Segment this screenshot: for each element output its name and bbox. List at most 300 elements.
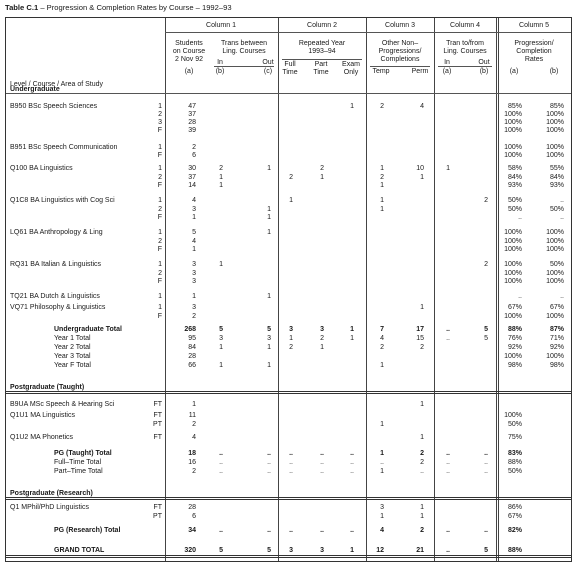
cell-full: 2 xyxy=(289,344,293,351)
table-row xyxy=(6,278,571,286)
cell-perm: 10 xyxy=(416,165,424,172)
row-label: LQ61 BA Anthropology & Ling xyxy=(10,229,103,236)
cell-r-a: 93% xyxy=(507,182,522,189)
cell-part: 1 xyxy=(320,174,324,181)
row-label: Postgraduate (Taught) xyxy=(10,384,85,391)
rates-line2: Completion xyxy=(516,48,552,55)
progression-table xyxy=(5,17,572,562)
cell-part: 2 xyxy=(320,165,324,172)
cell-students: 1 xyxy=(192,246,196,253)
cell-students: 37 xyxy=(188,111,196,118)
cell-t-out: 5 xyxy=(484,335,488,342)
cell-temp: 1 xyxy=(380,165,384,172)
cell-t-in: .. xyxy=(446,468,450,475)
cell-students: 28 xyxy=(188,119,196,126)
cell-perm: 1 xyxy=(420,513,424,520)
cell-yr: 3 xyxy=(158,119,162,126)
cell-r-a: 67% xyxy=(507,304,522,311)
table-caption: – Progression & Completion Rates by Course – 1992–93 xyxy=(40,3,232,12)
cell-exam: 1 xyxy=(350,326,354,333)
level-header: Level / Course / Area of Study xyxy=(10,81,103,88)
row-label: Q1 MPhil/PhD Linguistics xyxy=(10,504,89,511)
table-row xyxy=(6,229,571,237)
table-row xyxy=(6,152,571,160)
table-row xyxy=(6,344,571,352)
cell-out: 1 xyxy=(267,344,271,351)
cell-students: 5 xyxy=(192,229,196,236)
cell-full: .. xyxy=(289,468,293,475)
cell-students: 2 xyxy=(192,144,196,151)
cell-yr: 1 xyxy=(158,261,162,268)
col1-heading: Column 1 xyxy=(206,22,236,29)
cell-r-a: 100% xyxy=(504,313,522,320)
part-line2: Time xyxy=(313,69,329,76)
exam-line1: Exam xyxy=(342,61,360,68)
trans-b: (b) xyxy=(215,68,225,75)
trans-c: (c) xyxy=(263,68,273,75)
rates-line1: Progression/ xyxy=(514,40,554,47)
cell-in: 5 xyxy=(219,326,223,333)
repeat-line2: 1993–94 xyxy=(308,48,336,55)
rates-line3: Rates xyxy=(524,56,544,63)
table-row xyxy=(6,238,571,246)
table-row xyxy=(6,197,571,205)
row-label: Q1U2 MA Phonetics xyxy=(10,434,74,441)
cell-students: 11 xyxy=(188,412,196,419)
row-label: Year F Total xyxy=(54,362,91,369)
cell-r-a: 82% xyxy=(507,527,522,534)
cell-temp: 1 xyxy=(380,206,384,213)
cell-students: 18 xyxy=(188,450,196,457)
cell-part: 3 xyxy=(320,326,324,333)
cell-temp: 1 xyxy=(380,182,384,189)
cell-r-b: 67% xyxy=(549,304,564,311)
cell-yr: 2 xyxy=(158,238,162,245)
cell-r-b: 100% xyxy=(546,152,564,159)
row-label: Postgraduate (Research) xyxy=(10,490,93,497)
cell-yr: 1 xyxy=(158,165,162,172)
cell-full: 3 xyxy=(289,326,293,333)
cell-out: 1 xyxy=(267,229,271,236)
cell-temp: 1 xyxy=(380,513,384,520)
cell-yr: PT xyxy=(153,513,162,520)
cell-students: 39 xyxy=(188,127,196,134)
row-label: Year 3 Total xyxy=(54,353,91,360)
cell-yr: F xyxy=(157,127,162,134)
cell-r-b: 100% xyxy=(546,246,564,253)
cell-r-b: .. xyxy=(560,293,564,300)
cell-yr: FT xyxy=(153,434,162,441)
cell-perm: 1 xyxy=(420,304,424,311)
table-label: Table C.1 xyxy=(5,3,39,12)
cell-r-b: 85% xyxy=(549,103,564,110)
table-row xyxy=(6,468,571,476)
cell-r-a: 85% xyxy=(507,103,522,110)
cell-full: .. xyxy=(289,527,293,534)
cell-temp: .. xyxy=(380,459,384,466)
cell-full: 3 xyxy=(289,547,293,554)
cell-r-a: 100% xyxy=(504,270,522,277)
tran-line2: Ling. Courses xyxy=(443,48,487,55)
cell-t-in: .. xyxy=(446,450,450,457)
cell-full: .. xyxy=(289,450,293,457)
col4-rule xyxy=(434,18,435,561)
cell-students: 1 xyxy=(192,293,196,300)
cell-temp: 1 xyxy=(380,197,384,204)
cell-r-a: 83% xyxy=(507,450,522,457)
row-label: B951 BSc Speech Communication xyxy=(10,144,118,151)
row-label: PG (Taught) Total xyxy=(54,450,112,457)
trans-line1: Trans between xyxy=(220,40,268,47)
table-row xyxy=(6,412,571,420)
col1-rule xyxy=(165,18,166,561)
table-row xyxy=(6,261,571,269)
cell-students: 1 xyxy=(192,401,196,408)
cell-yr: 1 xyxy=(158,144,162,151)
cell-r-b: 100% xyxy=(546,238,564,245)
cell-yr: PT xyxy=(153,421,162,428)
cell-in: .. xyxy=(219,459,223,466)
cell-r-b: 100% xyxy=(546,144,564,151)
cell-temp: 12 xyxy=(376,547,384,554)
cell-full: 1 xyxy=(289,335,293,342)
cell-perm: 2 xyxy=(420,450,424,457)
cell-out: .. xyxy=(267,527,271,534)
repeat-line1: Repeated Year xyxy=(298,40,346,47)
cell-yr: 1 xyxy=(158,304,162,311)
table-row xyxy=(6,214,571,222)
cell-students: 28 xyxy=(188,353,196,360)
table-row xyxy=(6,504,571,512)
col3-rule xyxy=(366,18,367,561)
cell-r-a: .. xyxy=(518,214,522,221)
cell-students: 66 xyxy=(188,362,196,369)
cell-out: 1 xyxy=(267,206,271,213)
cell-perm: 2 xyxy=(420,527,424,534)
cell-in: 1 xyxy=(219,174,223,181)
cell-in: 1 xyxy=(219,344,223,351)
cell-students: 28 xyxy=(188,504,196,511)
cell-r-a: 100% xyxy=(504,144,522,151)
table-row xyxy=(6,450,571,458)
cell-in: .. xyxy=(219,527,223,534)
cell-r-a: 88% xyxy=(507,326,522,333)
cell-students: 268 xyxy=(184,326,196,333)
cell-r-a: 58% xyxy=(507,165,522,172)
grand-total-rule xyxy=(6,555,571,558)
cell-r-b: 98% xyxy=(549,362,564,369)
row-label: GRAND TOTAL xyxy=(54,547,105,554)
cell-out: 5 xyxy=(267,326,271,333)
cell-r-a: 100% xyxy=(504,152,522,159)
cell-part: .. xyxy=(320,468,324,475)
cell-students: 37 xyxy=(188,174,196,181)
repeat-underline xyxy=(282,59,362,60)
cell-yr: 2 xyxy=(158,111,162,118)
cell-r-a: 100% xyxy=(504,278,522,285)
cell-perm: 15 xyxy=(416,335,424,342)
col3-heading: Column 3 xyxy=(385,22,415,29)
cell-perm: 2 xyxy=(420,344,424,351)
row-label: Q100 BA Linguistics xyxy=(10,165,73,172)
students-line1: Students xyxy=(175,40,203,47)
cell-yr: 1 xyxy=(158,103,162,110)
other-line1: Other Non– xyxy=(381,40,419,47)
cell-perm: 1 xyxy=(420,174,424,181)
students-line2: on Course xyxy=(172,48,206,55)
table-row xyxy=(6,111,571,119)
cell-yr: F xyxy=(157,152,162,159)
cell-t-in: .. xyxy=(446,335,450,342)
cell-r-a: 100% xyxy=(504,353,522,360)
cell-r-a: 98% xyxy=(507,362,522,369)
cell-full: 1 xyxy=(289,197,293,204)
cell-perm: 1 xyxy=(420,401,424,408)
table-row xyxy=(6,206,571,214)
cell-yr: F xyxy=(157,214,162,221)
cell-in: 1 xyxy=(219,182,223,189)
col2-heading: Column 2 xyxy=(307,22,337,29)
cell-students: 2 xyxy=(192,468,196,475)
cell-r-a: 84% xyxy=(507,174,522,181)
cell-yr: 1 xyxy=(158,293,162,300)
cell-students: 2 xyxy=(192,421,196,428)
cell-students: 34 xyxy=(188,527,196,534)
cell-r-b: 92% xyxy=(549,344,564,351)
trans-line2: Ling. Courses xyxy=(222,48,266,55)
cell-t-out: 2 xyxy=(484,261,488,268)
cell-perm: 21 xyxy=(416,547,424,554)
cell-r-a: 75% xyxy=(507,434,522,441)
cell-yr: 1 xyxy=(158,197,162,204)
cell-perm: 17 xyxy=(416,326,424,333)
row-label: Q1C8 BA Linguistics with Cog Sci xyxy=(10,197,115,204)
cell-t-out: 5 xyxy=(484,326,488,333)
cell-temp: 7 xyxy=(380,326,384,333)
perm-header: Perm xyxy=(411,68,429,75)
cell-r-a: 100% xyxy=(504,246,522,253)
cell-t-in: 1 xyxy=(446,165,450,172)
cell-part: .. xyxy=(320,459,324,466)
cell-temp: 4 xyxy=(380,527,384,534)
cell-temp: 1 xyxy=(380,450,384,457)
part-line1: Part xyxy=(314,61,328,68)
cell-yr: F xyxy=(157,182,162,189)
cell-part: .. xyxy=(320,450,324,457)
students-line3: 2 Nov 92 xyxy=(174,56,204,63)
cell-temp: 2 xyxy=(380,344,384,351)
table-row xyxy=(6,401,571,409)
cell-t-out: .. xyxy=(484,450,488,457)
cell-r-b: 87% xyxy=(549,326,564,333)
cell-perm: 1 xyxy=(420,504,424,511)
cell-yr: FT xyxy=(153,401,162,408)
table-row xyxy=(6,304,571,312)
cell-part: 1 xyxy=(320,344,324,351)
cell-in: 1 xyxy=(219,261,223,268)
cell-students: 30 xyxy=(188,165,196,172)
cell-t-out: .. xyxy=(484,468,488,475)
col2-rule xyxy=(278,18,279,561)
rates-b: (b) xyxy=(549,68,559,75)
table-row xyxy=(6,353,571,361)
cell-r-a: 100% xyxy=(504,127,522,134)
cell-students: 6 xyxy=(192,513,196,520)
table-row xyxy=(6,547,571,555)
cell-r-b: 84% xyxy=(549,174,564,181)
table-row xyxy=(6,246,571,254)
cell-r-b: 100% xyxy=(546,278,564,285)
table-row xyxy=(6,174,571,182)
cell-r-b: 93% xyxy=(549,182,564,189)
table-row xyxy=(6,270,571,278)
cell-part: 2 xyxy=(320,335,324,342)
cell-t-out: 5 xyxy=(484,547,488,554)
other-underline xyxy=(370,66,430,67)
row-label: B9UA MSc Speech & Hearing Sci xyxy=(10,401,115,408)
cell-in: 3 xyxy=(219,335,223,342)
cell-yr: F xyxy=(157,246,162,253)
cell-yr: FT xyxy=(153,412,162,419)
header-rule xyxy=(165,32,571,33)
cell-r-a: 86% xyxy=(507,504,522,511)
section-heading-row xyxy=(6,490,571,498)
cell-out: .. xyxy=(267,450,271,457)
cell-r-a: 50% xyxy=(507,468,522,475)
col5-heading: Column 5 xyxy=(519,22,549,29)
cell-t-in: .. xyxy=(446,459,450,466)
cell-students: 4 xyxy=(192,434,196,441)
cell-r-b: 100% xyxy=(546,111,564,118)
cell-students: 3 xyxy=(192,270,196,277)
cell-yr: 2 xyxy=(158,270,162,277)
cell-exam: 1 xyxy=(350,547,354,554)
cell-students: 95 xyxy=(188,335,196,342)
cell-r-b: 100% xyxy=(546,313,564,320)
table-row xyxy=(6,326,571,334)
cell-students: 2 xyxy=(192,313,196,320)
col4-heading: Column 4 xyxy=(450,22,480,29)
row-label: B950 BSc Speech Sciences xyxy=(10,103,98,110)
cell-r-a: 50% xyxy=(507,421,522,428)
cell-r-a: .. xyxy=(518,293,522,300)
cell-students: 4 xyxy=(192,238,196,245)
table-row xyxy=(6,335,571,343)
cell-r-b: 100% xyxy=(546,127,564,134)
table-title xyxy=(5,3,232,12)
row-label: Q1U1 MA Linguistics xyxy=(10,412,75,419)
cell-yr: FT xyxy=(153,504,162,511)
table-row xyxy=(6,459,571,467)
cell-r-b: 100% xyxy=(546,270,564,277)
row-label: RQ31 BA Italian & Linguistics xyxy=(10,261,102,268)
section-heading-row xyxy=(6,86,571,94)
cell-t-in: .. xyxy=(446,326,450,333)
row-label: Year 1 Total xyxy=(54,335,91,342)
cell-students: 3 xyxy=(192,206,196,213)
cell-exam: .. xyxy=(350,468,354,475)
cell-r-b: 50% xyxy=(549,261,564,268)
row-label: VQ71 Philosophy & Linguistics xyxy=(10,304,106,311)
trans-in: In xyxy=(217,59,223,66)
cell-r-b: .. xyxy=(560,214,564,221)
col5-rule xyxy=(496,18,499,561)
cell-r-b: 100% xyxy=(546,119,564,126)
tran-b: (b) xyxy=(479,68,489,75)
cell-t-in: .. xyxy=(446,547,450,554)
cell-perm: 1 xyxy=(420,434,424,441)
cell-r-a: 100% xyxy=(504,412,522,419)
cell-exam: 1 xyxy=(350,335,354,342)
cell-r-a: 100% xyxy=(504,229,522,236)
table-row xyxy=(6,182,571,190)
cell-r-a: 88% xyxy=(507,459,522,466)
table-row xyxy=(6,421,571,429)
cell-part: .. xyxy=(320,527,324,534)
cell-temp: 4 xyxy=(380,335,384,342)
cell-r-a: 76% xyxy=(507,335,522,342)
cell-students: 3 xyxy=(192,278,196,285)
row-label: Undergraduate xyxy=(10,86,60,93)
cell-students: 47 xyxy=(188,103,196,110)
cell-yr: F xyxy=(157,313,162,320)
cell-students: 4 xyxy=(192,197,196,204)
trans-out: Out xyxy=(262,59,274,66)
rates-a: (a) xyxy=(509,68,519,75)
full-line1: Full xyxy=(284,61,296,68)
cell-t-out: .. xyxy=(484,459,488,466)
cell-temp: 1 xyxy=(380,362,384,369)
cell-r-b: 100% xyxy=(546,229,564,236)
cell-exam: .. xyxy=(350,459,354,466)
other-line3: Completions xyxy=(380,56,420,63)
cell-r-a: 50% xyxy=(507,206,522,213)
cell-temp: 2 xyxy=(380,103,384,110)
cell-exam: 1 xyxy=(350,103,354,110)
table-row xyxy=(6,513,571,521)
row-label: PG (Research) Total xyxy=(54,527,121,534)
tran-line1: Tran to/from xyxy=(446,40,484,47)
cell-students: 1 xyxy=(192,214,196,221)
table-row xyxy=(6,434,571,442)
tran-a: (a) xyxy=(442,68,452,75)
row-label: Full–Time Total xyxy=(54,459,102,466)
row-label: Part–Time Total xyxy=(54,468,103,475)
table-row xyxy=(6,527,571,535)
cell-students: 3 xyxy=(192,261,196,268)
cell-out: .. xyxy=(267,468,271,475)
cell-t-out: 2 xyxy=(484,197,488,204)
full-line2: Time xyxy=(282,69,298,76)
cell-students: 84 xyxy=(188,344,196,351)
cell-out: 1 xyxy=(267,165,271,172)
cell-students: 3 xyxy=(192,304,196,311)
cell-r-b: 50% xyxy=(549,206,564,213)
cell-r-b: 55% xyxy=(549,165,564,172)
cell-exam: .. xyxy=(350,527,354,534)
section-heading-row xyxy=(6,384,571,392)
cell-perm: .. xyxy=(420,468,424,475)
cell-yr: 1 xyxy=(158,229,162,236)
cell-temp: 1 xyxy=(380,421,384,428)
cell-yr: F xyxy=(157,278,162,285)
table-row xyxy=(6,293,571,301)
cell-exam: .. xyxy=(350,450,354,457)
temp-header: Temp xyxy=(372,68,390,75)
table-row xyxy=(6,119,571,127)
tran-out: Out xyxy=(478,59,490,66)
cell-students: 16 xyxy=(188,459,196,466)
